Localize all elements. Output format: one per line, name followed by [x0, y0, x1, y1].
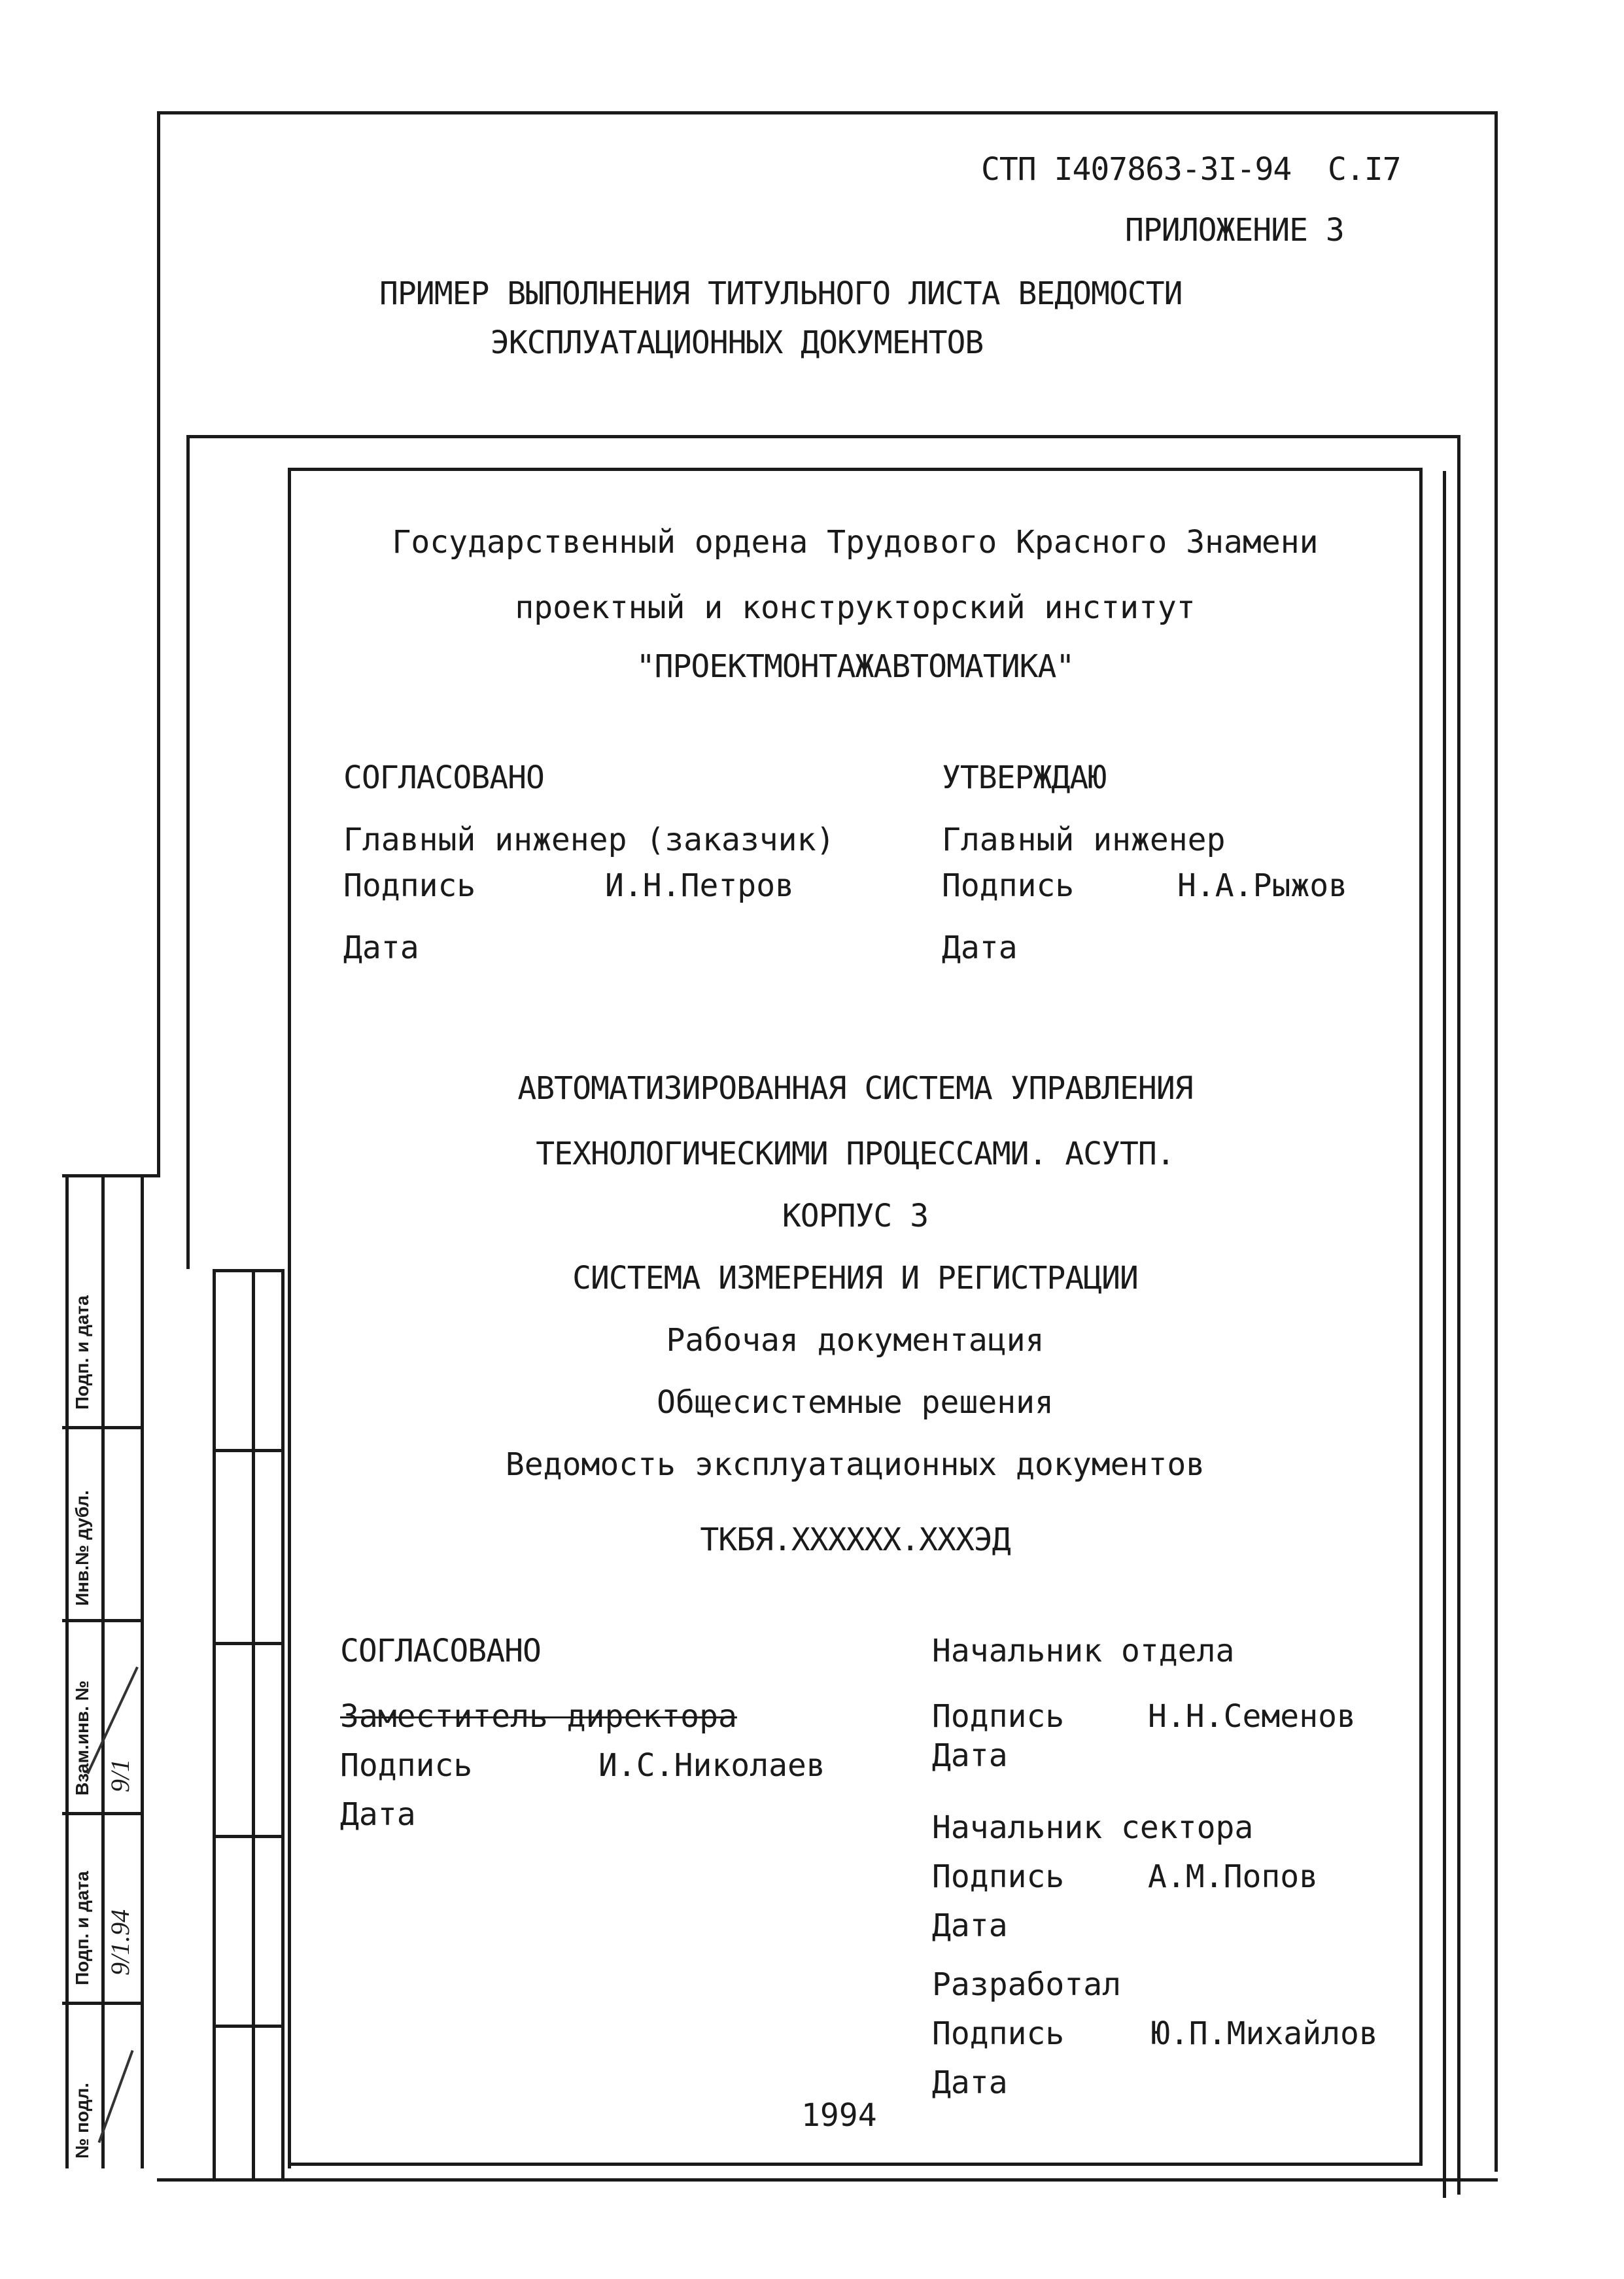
- sig-head-of-department-name: Н.Н.Семенов: [1148, 1698, 1356, 1735]
- approval-bottom-left-date-label: Дата: [340, 1796, 416, 1833]
- doc-designation-code: ТКБЯ.XXXXXX.XXXЭД: [700, 1522, 1011, 1558]
- approval-right-role: Главный инженер: [942, 822, 1226, 858]
- year: 1994: [801, 2097, 877, 2134]
- sig-developer-date-label: Дата: [932, 2064, 1008, 2101]
- sig-head-of-sector-role: Начальник сектора: [932, 1809, 1254, 1846]
- doc-title-line6: Общесистемные решения: [657, 1384, 1054, 1421]
- approval-bottom-left-sign-label: Подпись: [340, 1747, 473, 1784]
- approval-right-name: Н.А.Рыжов: [1177, 867, 1348, 904]
- sheet-title-line1: ПРИМЕР ВЫПОЛНЕНИЯ ТИТУЛЬНОГО ЛИСТА ВЕДОМОСТИ: [379, 275, 1183, 312]
- stamp-label-inv-dubl: Инв.№ дубл.: [72, 1490, 92, 1606]
- sig-head-of-sector-date-label: Дата: [932, 1907, 1008, 1944]
- sig-head-of-sector-sign-label: Подпись: [932, 1858, 1065, 1895]
- doc-title-line4: СИСТЕМА ИЗМЕРЕНИЯ И РЕГИСТРАЦИИ: [572, 1260, 1138, 1296]
- sig-head-of-department-date-label: Дата: [932, 1737, 1008, 1774]
- sig-head-of-department-role: Начальник отдела: [932, 1633, 1235, 1669]
- org-line1: Государственный ордена Трудового Красного Знамени: [392, 524, 1319, 561]
- doc-title-line7: Ведомость эксплуатационных документов: [505, 1446, 1205, 1483]
- doc-title-line1: АВТОМАТИЗИРОВАННАЯ СИСТЕМА УПРАВЛЕНИЯ: [517, 1070, 1193, 1107]
- org-line3: "ПРОЕКТМОНТАЖАВТОМАТИКА": [636, 648, 1075, 685]
- doc-title-line3: КОРПУС 3: [782, 1198, 929, 1234]
- approval-bottom-left-role: Заместитель директора: [340, 1698, 737, 1735]
- sheet-title-line2: ЭКСПЛУАТАЦИОННЫХ ДОКУМЕНТОВ: [491, 324, 984, 361]
- stamp-label-sign-date-1: Подп. и дата: [72, 1295, 92, 1410]
- approval-right-date-label: Дата: [942, 930, 1018, 966]
- page-number: С.I7: [1328, 151, 1401, 188]
- org-line2: проектный и конструкторский институт: [515, 589, 1196, 626]
- doc-title-line2: ТЕХНОЛОГИЧЕСКИМИ ПРОЦЕССАМИ. АСУТП.: [536, 1136, 1175, 1172]
- document-code: СТП I407863-3I-94: [981, 151, 1292, 188]
- sig-developer-role: Разработал: [932, 1966, 1121, 2003]
- appendix-label: ПРИЛОЖЕНИЕ 3: [1125, 212, 1344, 249]
- doc-title-line5: Рабочая документация: [666, 1322, 1045, 1359]
- approval-left-heading: СОГЛАСОВАНО: [343, 759, 544, 796]
- approval-right-heading: УТВЕРЖДАЮ: [942, 759, 1107, 796]
- sig-developer-sign-label: Подпись: [932, 2015, 1065, 2052]
- sig-head-of-department-sign-label: Подпись: [932, 1698, 1065, 1735]
- approval-bottom-left-heading: СОГЛАСОВАНО: [340, 1633, 541, 1669]
- stamp-label-vzam-inv: Взам.инв. №: [72, 1680, 92, 1796]
- approval-left-role: Главный инженер (заказчик): [343, 822, 835, 858]
- handwritten-note-2: 9/1.94: [105, 1909, 135, 1975]
- stamp-label-orig-no: № подл.: [72, 2083, 92, 2159]
- approval-right-sign-label: Подпись: [942, 867, 1075, 904]
- stamp-label-sign-date-2: Подп. и дата: [72, 1871, 92, 1985]
- sig-developer-name: Ю.П.Михайлов: [1151, 2015, 1378, 2052]
- approval-left-date-label: Дата: [343, 930, 419, 966]
- sig-head-of-sector-name: А.М.Попов: [1148, 1858, 1319, 1895]
- approval-left-sign-label: Подпись: [343, 867, 476, 904]
- handwritten-note-1: 9/1: [105, 1758, 135, 1792]
- handwritten-stroke: [86, 1667, 139, 1775]
- approval-left-name: И.Н.Петров: [605, 867, 794, 904]
- approval-bottom-left-name: И.С.Николаев: [598, 1747, 825, 1784]
